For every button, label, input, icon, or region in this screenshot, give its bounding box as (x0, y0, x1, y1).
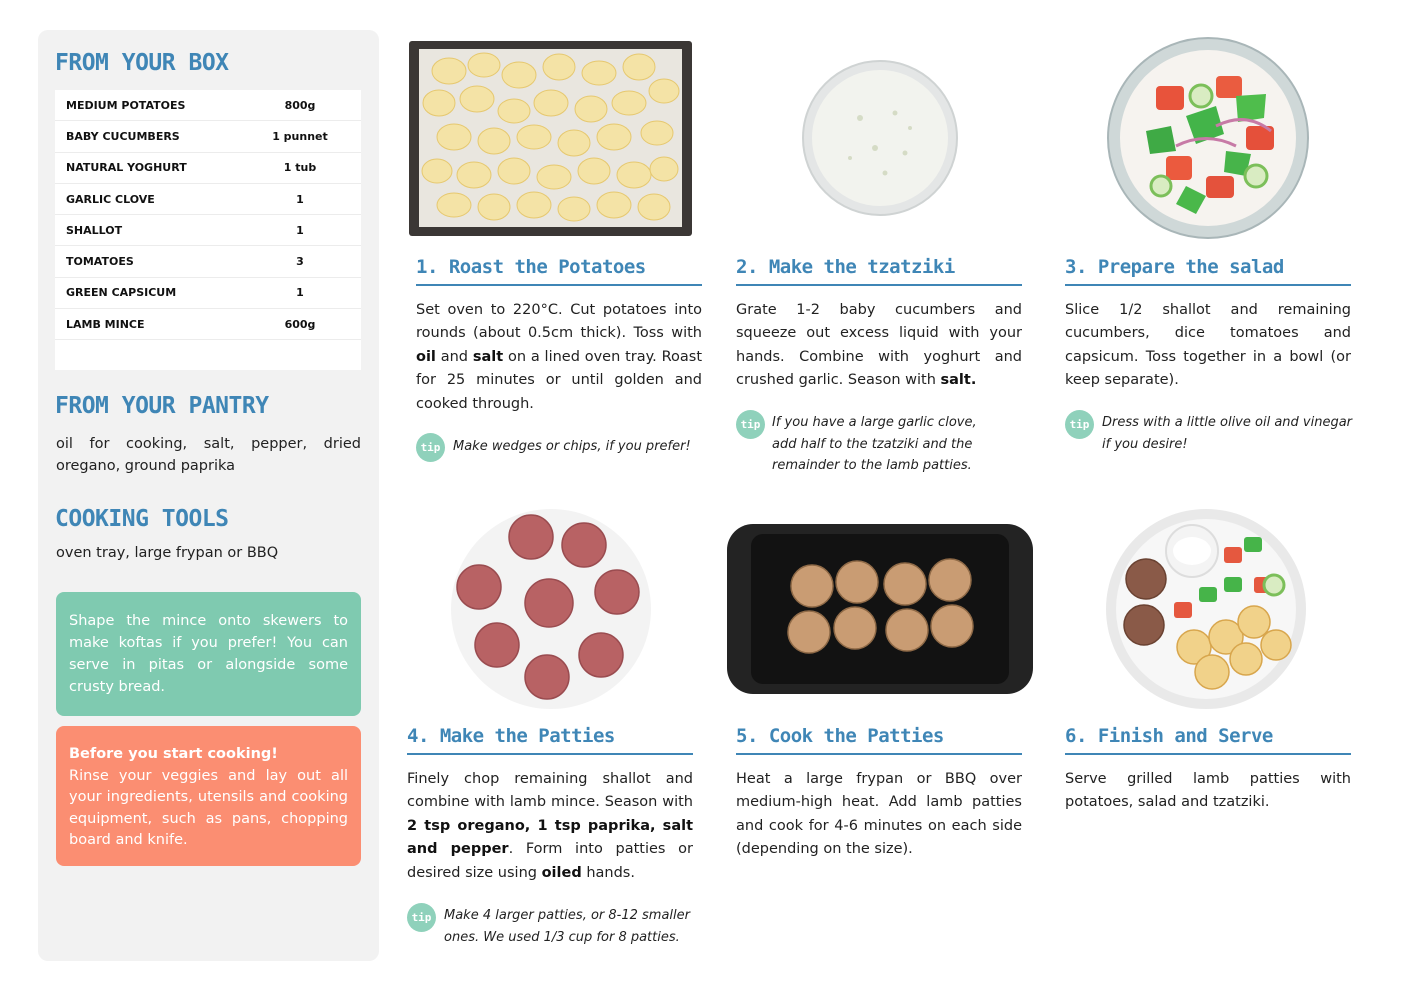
step-4-text (407, 768, 693, 885)
ingredient-row (55, 90, 361, 121)
ingredient-name: MEDIUM POTATOES (66, 98, 186, 112)
step-1-title: 1. Roast the Potatoes (416, 256, 702, 286)
step-1-tip: Make wedges or chips, if you prefer! (453, 439, 691, 454)
step-3-title: 3. Prepare the salad (1065, 256, 1351, 286)
ingredient-row (55, 153, 361, 184)
text-run: on a lined oven tray. Roast for 25 minutes or until golden and cooked through. (416, 348, 702, 412)
from-your-box-title: FROM YOUR BOX (55, 50, 229, 76)
bold-text: 2 tsp oregano, 1 tsp paprika, salt and pepper (407, 817, 693, 858)
ingredients-sidebar (38, 30, 379, 961)
ingredient-name: SHALLOT (66, 223, 123, 237)
potatoes-tray-image (409, 41, 692, 236)
ingredient-qty: 800g (284, 98, 316, 112)
ingredient-name: BABY CUCUMBERS (66, 129, 180, 143)
ingredient-name: GARLIC CLOVE (66, 192, 155, 206)
step-6-text (1065, 768, 1351, 815)
grill-patties-image (727, 524, 1033, 694)
pantry-text: oil for cooking, salt, pepper, dried oregano, ground paprika (56, 436, 361, 474)
step-1-text (416, 299, 702, 416)
cooking-tools-text: oven tray, large frypan or BBQ (56, 545, 279, 561)
ingredient-row (55, 309, 361, 340)
ingredient-qty: 600g (284, 317, 316, 331)
tzatziki-bowl-image (800, 58, 960, 218)
text-run: Slice 1/2 shallot and remaining cucumbers, dice tomatoes and capsicum. Toss together in a bowl (or keep separate). (1065, 302, 1351, 389)
ingredient-name: NATURAL YOGHURT (66, 161, 187, 175)
step-3-tip: Dress with a little olive oil and vinegar if you desire! (1102, 415, 1353, 452)
step-2-title: 2. Make the tzatziki (736, 256, 1022, 286)
ingredient-qty: 1 (296, 223, 304, 237)
text-run: Finely chop remaining shallot and combine with lamb mince. Season with (407, 771, 693, 811)
step-3-text (1065, 299, 1351, 393)
ingredient-name: LAMB MINCE (66, 317, 145, 331)
tip-badge: tip (407, 903, 436, 932)
raw-patties-image (449, 507, 654, 712)
step-5-title: 5. Cook the Patties (736, 725, 1022, 755)
step-5-text (736, 768, 1022, 862)
before-cooking-box (56, 726, 361, 866)
from-your-pantry-title: FROM YOUR PANTRY (55, 393, 269, 419)
step-6-title: 6. Finish and Serve (1065, 725, 1351, 755)
ingredient-qty: 1 punnet (272, 129, 328, 143)
tip-badge: tip (416, 433, 445, 462)
text-run: . Form into patties or desired size using (407, 841, 693, 881)
tip-badge: tip (736, 410, 765, 439)
ingredient-name: TOMATOES (66, 255, 134, 269)
bold-text: oiled (541, 864, 582, 881)
ingredient-row (55, 184, 361, 215)
ingredient-qty: 3 (296, 255, 304, 269)
ingredient-name: GREEN CAPSICUM (66, 286, 177, 300)
cooking-tools-title: COOKING TOOLS (55, 506, 229, 532)
text-run: Serve grilled lamb patties with potatoes, salad and tzatziki. (1065, 771, 1351, 811)
bold-text: salt. (940, 372, 977, 389)
ingredient-row (55, 278, 361, 309)
text-run: and (435, 348, 473, 365)
before-cooking-title: Before you start cooking! (69, 746, 278, 762)
text-run: hands. (581, 864, 635, 881)
text-run: Grate 1-2 baby cucumbers and squeeze out excess liquid with your hands. Combine with yoghurt and crushed garlic. Season with (736, 302, 1022, 389)
ingredient-row (55, 246, 361, 277)
step-4-tip: Make 4 larger patties, or 8-12 smaller ones. We used 1/3 cup for 8 patties. (444, 908, 690, 945)
step-2-tip: If you have a large garlic clove, add half to the tzatziki and the remainder to the lamb patties. (772, 415, 977, 473)
tip-badge: tip (1065, 410, 1094, 439)
koftas-tip-box: Shape the mince onto skewers to make koftas if you prefer! You can serve in pitas or alongside some crusty bread. (56, 592, 361, 716)
text-run: Set oven to 220°C. Cut potatoes into rounds (about 0.5cm thick). Toss with (416, 302, 702, 342)
ingredient-qty: 1 (296, 286, 304, 300)
ingredient-qty: 1 tub (283, 161, 317, 175)
text-run: Heat a large frypan or BBQ over medium-high heat. Add lamb patties and cook for 4-6 minutes on each side (depending on the size). (736, 771, 1022, 858)
ingredient-row (55, 121, 361, 152)
ingredient-row (55, 215, 361, 246)
before-cooking-text: Rinse your veggies and lay out all your ingredients, utensils and cooking equipment, such as pans, chopping board and knife. (69, 767, 348, 848)
step-2-text (736, 299, 1022, 393)
bold-text: salt (472, 348, 504, 365)
finished-plate-image (1104, 507, 1309, 712)
step-4-title: 4. Make the Patties (407, 725, 693, 755)
ingredient-qty: 1 (296, 192, 304, 206)
bold-text: oil (416, 348, 436, 365)
ingredients-table (55, 90, 361, 370)
salad-bowl-image (1106, 36, 1311, 241)
